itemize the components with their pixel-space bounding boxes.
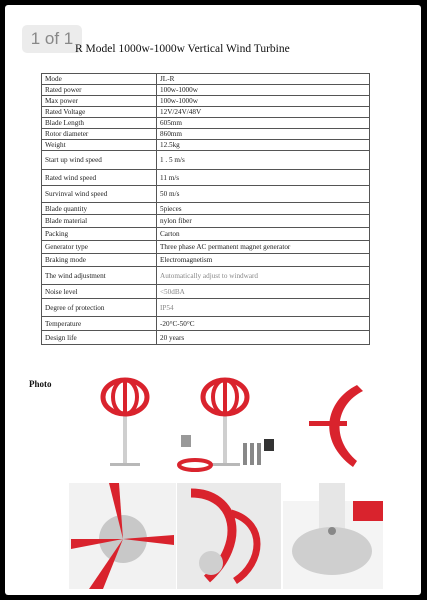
turbine-photo-2 (175, 377, 305, 475)
table-row (42, 203, 370, 215)
spec-value: JL-R (157, 74, 370, 85)
table-row (42, 151, 370, 170)
spec-key: Noise level (42, 285, 157, 299)
specification-table (41, 73, 370, 345)
spec-value: -20°C-50°C (157, 317, 370, 331)
table-row (42, 299, 370, 317)
spec-key: The wind adjustment (42, 267, 157, 285)
spec-value: IP54 (157, 299, 370, 317)
page-counter-badge: 1 of 1 (22, 25, 82, 53)
spec-value: 20 years (157, 331, 370, 345)
spec-key: Blade Length (42, 118, 157, 129)
closeup-photo-1 (69, 483, 176, 589)
table-row (42, 331, 370, 345)
spec-value: 5pieces (157, 203, 370, 215)
spec-key: Design life (42, 331, 157, 345)
spec-key: Max power (42, 96, 157, 107)
spec-value: 100w-1000w (157, 96, 370, 107)
spec-key: Temperature (42, 317, 157, 331)
spec-value: 860mm (157, 129, 370, 140)
table-row (42, 241, 370, 254)
spec-value: 11 m/s (157, 170, 370, 186)
spec-value: Electromagnetism (157, 254, 370, 267)
spec-value: 605mm (157, 118, 370, 129)
spec-key: Rated wind speed (42, 170, 157, 186)
photo-heading: Photo (29, 379, 52, 389)
spec-key: Mode (42, 74, 157, 85)
document-page (5, 5, 421, 595)
table-row (42, 215, 370, 228)
table-row (42, 317, 370, 331)
spec-key: Degree of protection (42, 299, 157, 317)
table-row (42, 267, 370, 285)
spec-key: Generator type (42, 241, 157, 254)
spec-key: Blade quantity (42, 203, 157, 215)
table-row (42, 129, 370, 140)
spec-key: Rotor diameter (42, 129, 157, 140)
table-row (42, 254, 370, 267)
spec-value: 50 m/s (157, 186, 370, 203)
table-row (42, 228, 370, 241)
document-title: R Model 1000w-1000w Vertical Wind Turbine (75, 43, 290, 55)
table-row (42, 74, 370, 85)
spec-key: Weight (42, 140, 157, 151)
table-row (42, 170, 370, 186)
spec-key: Survinval wind speed (42, 186, 157, 203)
closeup-photo-3 (283, 483, 383, 589)
spec-value: 1 . 5 m/s (157, 151, 370, 170)
spec-value: nylon fiber (157, 215, 370, 228)
table-row (42, 285, 370, 299)
table-row (42, 118, 370, 129)
spec-value: Three phase AC permanent magnet generator (157, 241, 370, 254)
spec-key: Rated power (42, 85, 157, 96)
spec-value: 12.5kg (157, 140, 370, 151)
table-row (42, 186, 370, 203)
spec-value: Carton (157, 228, 370, 241)
table-row (42, 107, 370, 118)
table-row (42, 140, 370, 151)
spec-value: <50dBA (157, 285, 370, 299)
spec-key: Braking mode (42, 254, 157, 267)
spec-key: Start up wind speed (42, 151, 157, 170)
blade-photo (305, 381, 375, 471)
spec-value: Automatically adjust to windward (157, 267, 370, 285)
table-row (42, 96, 370, 107)
spec-value: 12V/24V/48V (157, 107, 370, 118)
spec-value: 100w-1000w (157, 85, 370, 96)
spec-key: Rated Voltage (42, 107, 157, 118)
spec-key: Packing (42, 228, 157, 241)
closeup-photo-2 (177, 483, 281, 589)
table-row (42, 85, 370, 96)
spec-key: Blade material (42, 215, 157, 228)
turbine-photo-1 (90, 377, 160, 475)
